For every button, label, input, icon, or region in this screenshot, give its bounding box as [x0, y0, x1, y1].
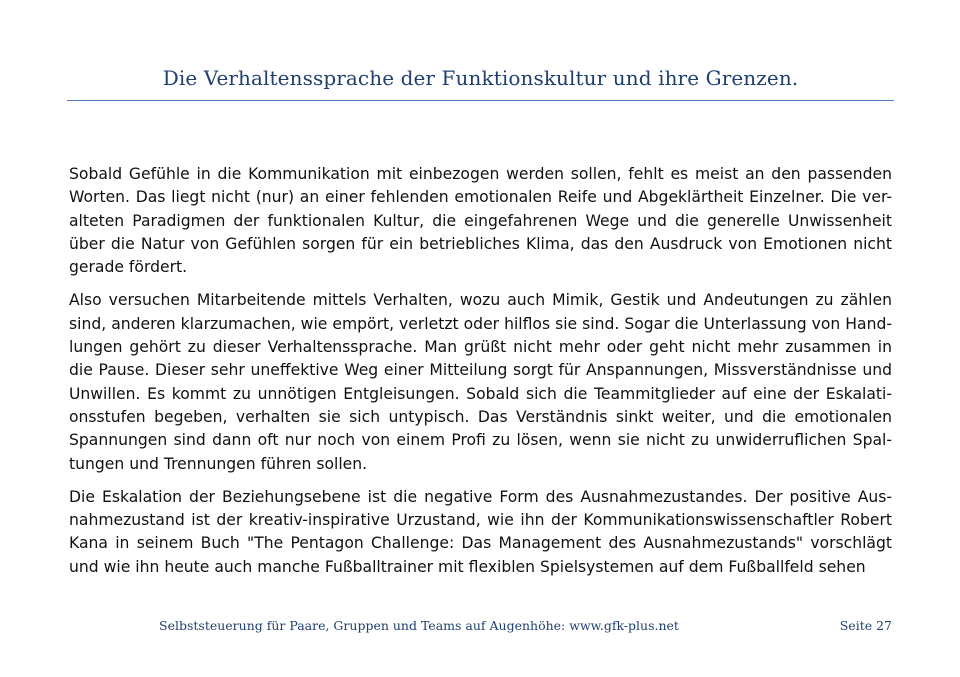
paragraph-2: Also versuchen Mitarbeitende mittels Verhalten, wozu auch Mimik, Gestik und Andeutungen zu zählen sind, anderen klarzumachen, wie empört, verletzt oder hilflos sie sind. Sogar die Unterlassung von Hand-lungen gehört zu dieser Verhaltenssprache. Man grüßt nicht mehr oder geht nicht mehr zusammen in die Pause. Dieser sehr uneffektive Weg einer Mitteilung sorgt für Anspannungen, Missverständnisse und Unwillen. Es kommt zu unnötigen Entgleisungen. Sobald sich die Teammitglieder auf eine der Eskalati-onsstufen begeben, verhalten sie sich untypisch. Das Verständnis sinkt weiter, und die emotionalen Spannungen sind dann oft nur noch von einem Profi zu lösen, wenn sie nicht zu unwiderruflichen Spal-tungen und Trennungen führen sollen. — [69, 291, 892, 473]
page-title: Die Verhaltenssprache der Funktionskultur und ihre Grenzen. — [162, 66, 799, 90]
paragraph-1: Sobald Gefühle in die Kommunikation mit einbezogen werden sollen, fehlt es meist an den passenden Worten. Das liegt nicht (nur) an einer fehlenden emotionalen Reife und Abgeklärtheit Einzelner. Die ver-alteten Paradigmen der funktionalen Kultur, die eingefahrenen Wege und die generelle Unwissenheit über die Natur von Gefühlen sorgen für ein betriebliches Klima, das den Ausdruck von Emotionen nicht gerade fördert. — [69, 165, 892, 277]
header-divider — [67, 100, 894, 101]
page-number: Seite 27 — [839, 618, 892, 633]
body-text — [69, 163, 892, 589]
footer-text: Selbststeuerung für Paare, Gruppen und Teams auf Augenhöhe: www.gfk-plus.net — [159, 618, 679, 633]
paragraph-3: Die Eskalation der Beziehungsebene ist die negative Form des Ausnahmezustandes. Der positive Aus-nahmezustand ist der kreativ-inspirative Urzustand, wie ihn der Kommunikationswissenschaftler Robert Kana in seinem Buch "The Pentagon Challenge: Das Management des Ausnahmezustands" vorschlägt und wie ihn heute auch manche Fußballtrainer mit flexiblen Spielsystemen auf dem Fußballfeld sehen — [69, 487, 892, 576]
